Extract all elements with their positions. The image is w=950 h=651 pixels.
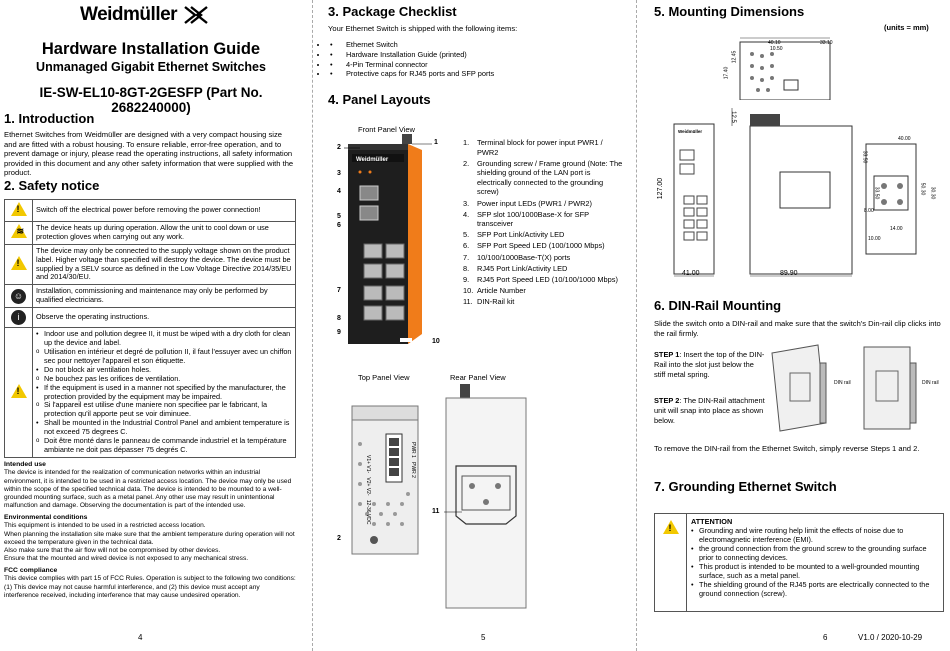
page-number: 5 xyxy=(481,633,486,642)
intended-use-section xyxy=(4,461,296,511)
list-item: • • Ethernet Switch xyxy=(328,40,494,50)
list-item: • the ground connection from the ground screw to the grounding surface prior to connecting devices. xyxy=(691,544,941,562)
brand-logo: Weidmüller xyxy=(80,4,209,26)
din-heading: 6. DIN-Rail Mounting xyxy=(654,298,782,313)
dimension-label: 127.00 xyxy=(657,177,665,200)
units-label: (units = mm) xyxy=(884,23,929,32)
safety-row-text: The device may only be connected to the supply voltage shown on the product label. Higher voltage than specified will destroy the device. The device must be supplied by a SELV source as defined in the Low Voltage Directive 2014/35/EU and 2014/30/EU. xyxy=(33,244,296,285)
dimension-label: 33.10 xyxy=(820,40,833,46)
callout-label: 6 xyxy=(337,222,341,229)
environment-heading: Environmental conditions xyxy=(4,514,88,521)
list-item: • • Hardware Installation Guide (printed) xyxy=(328,50,494,60)
callout-label: 4 xyxy=(337,188,341,195)
front-panel-caption: Front Panel View xyxy=(358,125,415,134)
din-rail-label: DIN rail xyxy=(834,380,851,386)
top-terminal-pin-labels: V1+ V1- V2+ V2- 12-36 VDC xyxy=(365,455,371,525)
list-item: 11. DIN-Rail kit xyxy=(463,296,515,306)
dimension-label: 89.90 xyxy=(780,270,798,277)
list-item: 2. Grounding screw / Frame ground (Note: The shielding ground of the LAN port is electrically connected to the grounding screw) xyxy=(463,158,623,197)
callout-label: 10 xyxy=(432,338,440,345)
read-instructions-icon: i xyxy=(11,310,26,325)
list-item: • If the equipment is used in a manner not specified by the manufacturer, the protection provided by the equipment may be impaired. xyxy=(36,384,292,402)
part-number-title: IE-SW-EL10-8GT-2GESFP (Part No. 2682240000) xyxy=(39,85,263,115)
attention-box xyxy=(654,513,944,612)
grounding-heading: 7. Grounding Ethernet Switch xyxy=(654,479,837,494)
environment-line: Also make sure that the air flow will not be compromised by other devices. xyxy=(4,547,221,555)
top-panel-caption: Top Panel View xyxy=(358,373,410,382)
list-item: o Si l'appareil est utilise d'une maniere non specifiee par le fabricant, la protection qu'il apporte peut se voir diminuee. xyxy=(36,401,292,419)
list-item: • Grounding and wire routing help limit the effects of noise due to electromagnetic interference (EMI). xyxy=(691,526,941,544)
dimension-label: 41.00 xyxy=(682,270,700,277)
dimensions-heading: 5. Mounting Dimensions xyxy=(654,4,805,19)
list-item: 9. RJ45 Port Speed LED (10/100/1000 Mbps) xyxy=(463,274,618,284)
din-step-2: STEP 2: The DIN-Rail attachment unit will snap into place as shown below. xyxy=(654,396,765,425)
dimension-label: 40.10 xyxy=(768,40,781,46)
qualified-person-icon: ☺ xyxy=(11,289,26,304)
din-step1-diagram xyxy=(768,343,834,433)
callout-label: 7 xyxy=(337,287,341,294)
dimension-label: 8.00 xyxy=(864,208,874,214)
hot-surface-icon: ≋ xyxy=(11,224,27,238)
dimension-label: 17.40 xyxy=(723,66,730,80)
rear-panel-caption: Rear Panel View xyxy=(450,373,506,382)
list-item: 3. Power input LEDs (PWR1 / PWR2) xyxy=(463,198,592,208)
grounding-bullet-list xyxy=(691,526,941,598)
column-divider xyxy=(312,0,313,651)
dimension-label: 50.30 xyxy=(919,182,926,196)
list-item: 10. Article Number xyxy=(463,285,526,295)
version-label: V1.0 / 2020-10-29 xyxy=(858,633,923,642)
fcc-text: This device complies with part 15 of FCC Rules. Operation is subject to the following two conditions: (1) This device may not cause harmful interference, and (2) this device must accept any interference received, including interference that may cause undesired operation. xyxy=(4,575,296,599)
dimension-label: 12.5 xyxy=(729,111,736,123)
list-item: • Do not block air ventilation holes. xyxy=(36,366,292,375)
weidmuller-logo-icon xyxy=(183,4,209,26)
din-remove-text: To remove the DIN-rail from the Ethernet Switch, simply reverse Steps 1 and 2. xyxy=(654,444,920,453)
list-item: • • Protective caps for RJ45 ports and SFP ports xyxy=(328,69,494,79)
rear-panel-diagram xyxy=(440,384,530,609)
checklist-heading: 3. Package Checklist xyxy=(328,4,457,19)
list-item: • This product is intended to be mounted to a well-grounded mounting surface, such as a metal panel. xyxy=(691,562,941,580)
front-panel-diagram xyxy=(340,134,450,352)
checklist-list xyxy=(328,40,494,79)
list-item: • Indoor use and pollution degree II, it must be wiped with a dry cloth for clean up the device and label. xyxy=(36,330,292,348)
environment-line: Ensure that the mounted and wired device is not exposed to any mechanical stress. xyxy=(4,555,249,563)
dimension-label: 14.00 xyxy=(890,226,903,232)
panel-heading: 4. Panel Layouts xyxy=(328,92,431,107)
safety-row-text: The device heats up during operation. Allow the unit to cool down or use protection gloves when carrying out any work. xyxy=(33,221,296,244)
list-item: o Ne bouchez pas les orifices de ventilation. xyxy=(36,375,292,384)
list-item: 5. SFP Port Link/Activity LED xyxy=(463,230,565,240)
device-brand-label: Weidmüller xyxy=(356,157,389,163)
checklist-intro: Your Ethernet Switch is shipped with the following items: xyxy=(328,24,518,33)
dimension-label: 10.50 xyxy=(770,46,783,52)
warning-icon: ! xyxy=(11,384,27,398)
safety-bullet-list xyxy=(36,330,292,455)
list-item: o Utilisation en intérieur et degré de pollution II, il faut l'essuyer avec un chiffon sec pour nettoyer l'appareil et son étiquette. xyxy=(36,348,292,366)
list-item: 4. SFP slot 100/1000Base-X for SFP transceiver xyxy=(463,209,589,229)
din-step2-diagram xyxy=(860,343,920,433)
fcc-section xyxy=(4,567,296,600)
warning-icon: ! xyxy=(11,256,27,270)
page-subtitle: Unmanaged Gigabit Ethernet Switches xyxy=(36,60,266,74)
din-step-1: STEP 1: Insert the top of the DIN-Rail into the slot just below the stiff metal spring. xyxy=(654,350,765,379)
environment-section xyxy=(4,514,296,564)
dimension-label: 12.45 xyxy=(731,50,738,64)
callout-label: 1 xyxy=(434,139,438,146)
list-item: o Doit être monté dans le panneau de commande industriel et la température ambiante ne doit pas dépasser 75 degrés C. xyxy=(36,437,292,455)
list-item: • Shall be mounted in the Industrial Control Panel and ambient temperature is not exceed 75 degrees C. xyxy=(36,419,292,437)
page-title: Hardware Installation Guide xyxy=(41,40,261,58)
warning-icon: ! xyxy=(663,520,679,534)
din-rail-label: DIN rail xyxy=(922,380,939,386)
svg-text:Weidmüller: Weidmüller xyxy=(678,129,703,134)
din-text: Slide the switch onto a DIN-rail and make sure that the switch's Din-rail clip clicks into the rail firmly. xyxy=(654,319,941,338)
column-divider xyxy=(636,0,637,651)
list-item: 7. 10/100/1000Base-T(X) ports xyxy=(463,252,571,262)
intended-use-heading: Intended use xyxy=(4,461,46,468)
list-item: 1. Terminal block for power input PWR1 / PWR2 xyxy=(463,138,603,157)
fcc-heading: FCC compliance xyxy=(4,567,58,574)
callout-label: 3 xyxy=(337,170,341,177)
callout-label: 11 xyxy=(432,508,440,515)
intro-text: Ethernet Switches from Weidmüller are designed with a very compact housing size and are fitted with a robust housing. To ensure reliable, error-free operation, and to prevent damage or injury, please read the operating instructions, all safety information provided in this document and any other safety information that were supplied with the product. xyxy=(4,130,294,178)
attention-label: ATTENTION xyxy=(691,517,733,526)
callout-label: 2 xyxy=(337,535,341,542)
callout-label: 8 xyxy=(337,315,341,322)
dimensions-front-side-view xyxy=(650,104,930,280)
list-item: 8. RJ45 Port Link/Activity LED xyxy=(463,263,568,273)
safety-row-text: Installation, commissioning and maintenance may only be performed by qualified electricians. xyxy=(33,285,296,308)
list-item: • The shielding ground of the RJ45 ports are electrically connected to the ground connection (screw). xyxy=(691,580,941,598)
dimension-label: 30.30 xyxy=(929,186,936,200)
dimension-label: 40.00 xyxy=(898,136,911,142)
safety-heading: 2. Safety notice xyxy=(4,178,100,193)
list-item: • • 4-Pin Terminal connector xyxy=(328,60,494,70)
callout-label: 5 xyxy=(337,213,341,220)
callout-label: 2 xyxy=(337,144,341,151)
environment-line: When planning the installation site make sure that the ambient temperature during operation will not exceed the temperature given in the technical data. xyxy=(4,530,295,546)
safety-row-text: Switch off the electrical power before removing the power connection! xyxy=(33,200,296,222)
environment-line: This equipment is intended to be used in a restricted access location. xyxy=(4,522,206,530)
list-item: 6. SFP Port Speed LED (100/1000 Mbps) xyxy=(463,241,605,251)
dimension-label: 10.00 xyxy=(868,236,881,242)
safety-row-text: Observe the operating instructions. xyxy=(33,308,296,328)
safety-table xyxy=(4,199,296,458)
intro-heading: 1. Introduction xyxy=(4,111,95,126)
panel-items-list xyxy=(463,138,623,308)
intended-use-text: The device is intended for the realization of communication networks within an industrial environment, it is intended to be used in a restricted access location. The device may only be used within the scope of the specified technical data. The device is intended to be mounted to a well-grounded mounting surface, such as a metal panel. Any other use may result in unintentional malfunction and damage. Observing the documentation is part of the intended use. xyxy=(4,469,292,510)
warning-icon: ! xyxy=(11,202,27,216)
top-terminal-pwr-labels: PWR 1 PWR 2 xyxy=(410,442,416,478)
page-number: 6 xyxy=(823,633,828,642)
callout-label: 9 xyxy=(337,329,341,336)
page-number: 4 xyxy=(138,633,143,642)
dimension-label: 33.50 xyxy=(861,150,868,164)
dimension-label: 33.50 xyxy=(873,186,880,200)
